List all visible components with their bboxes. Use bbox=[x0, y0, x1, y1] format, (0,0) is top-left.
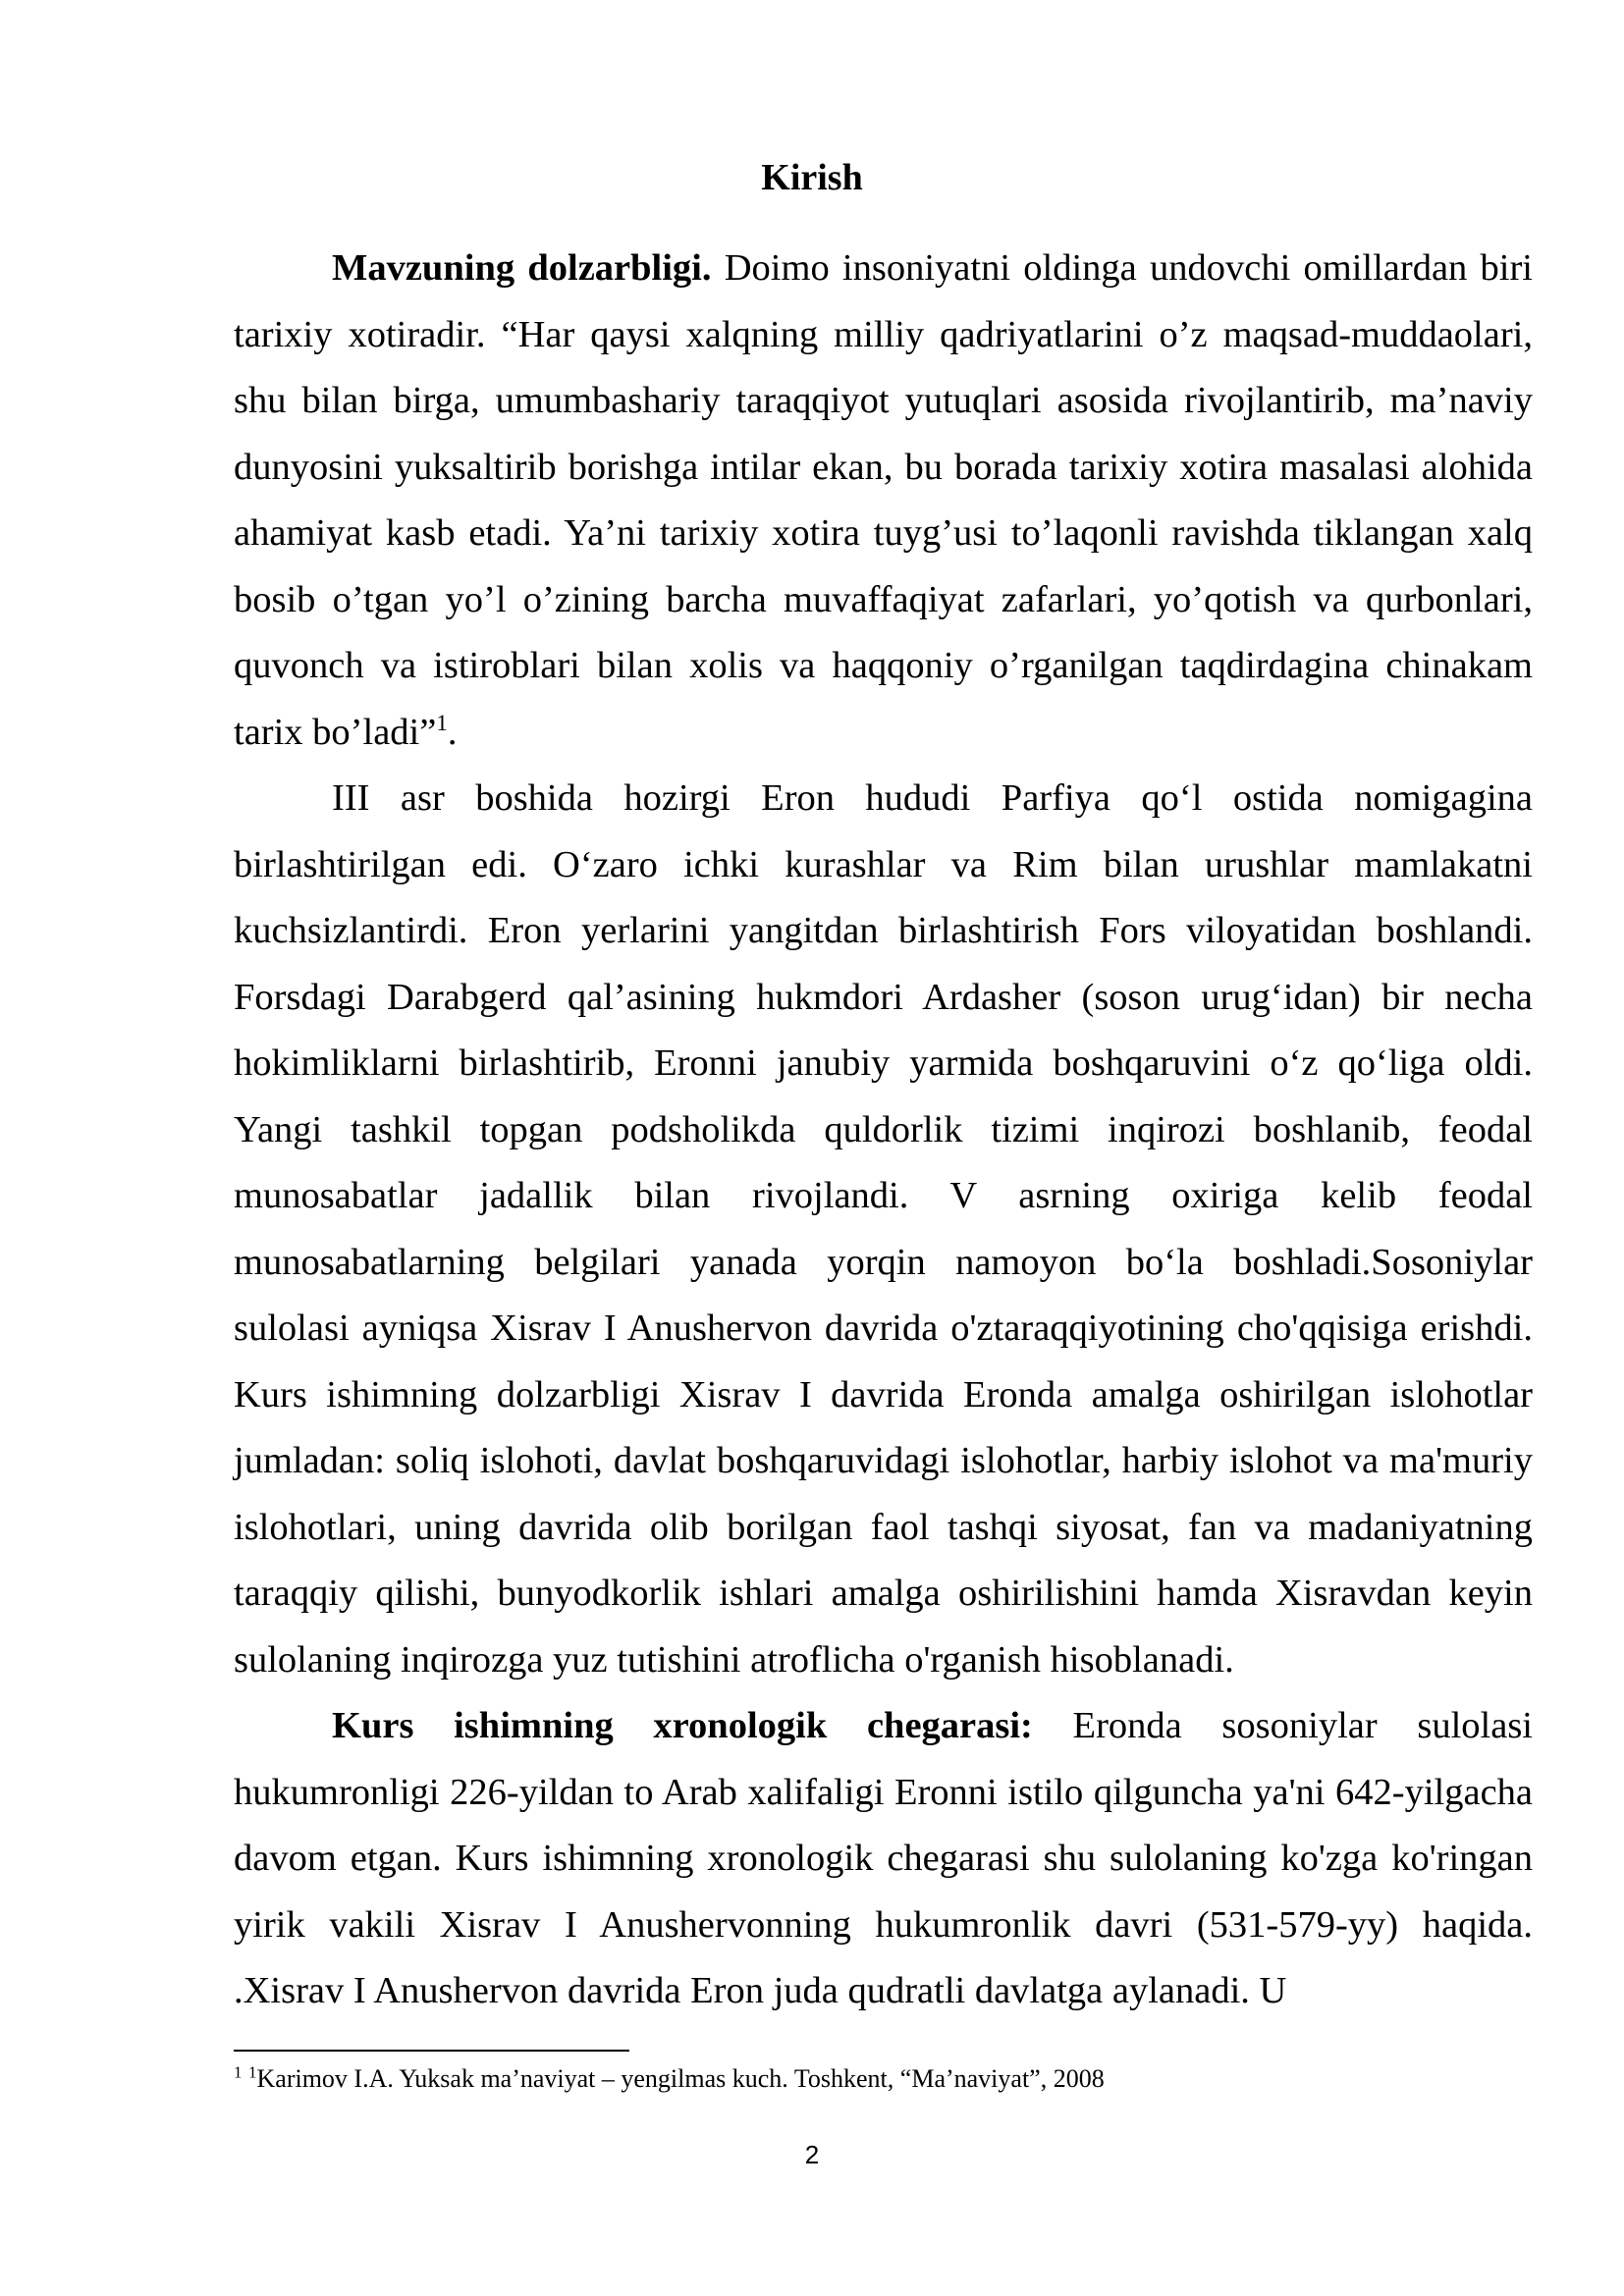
body-text bbox=[234, 236, 1533, 2025]
paragraph-relevance bbox=[234, 236, 1533, 766]
footnote-reference[interactable]: 1 bbox=[436, 710, 448, 735]
footnote-text: Karimov I.A. Yuksak ma’naviyat – yengilmas kuch. Toshkent, “Ma’naviyat”, 2008 bbox=[256, 2064, 1105, 2093]
page-title: Kirish bbox=[761, 157, 863, 198]
paragraph-lead: Kurs ishimning xronologik chegarasi: bbox=[332, 1705, 1033, 1746]
paragraph-text: Eronda sosoniylar sulolasi hukumronligi 226-yildan to Arab xalifaligi Eronni istilo qilguncha ya'ni 642-yilgacha davom etgan. Kurs ishimning xronologik chegarasi shu sulolaning ko'zga ko'ringan yirik vakili Xisrav I Anushervonning hukumronlik davri (531-579-yy) haqida. .Xisrav I Anushervon davrida Eron juda qudratli davlatga aylanadi. U bbox=[234, 1705, 1533, 2011]
paragraph-chronology bbox=[234, 1693, 1533, 2025]
paragraph-text: Doimo insoniyatni oldinga undovchi omillardan biri tarixiy xotiradir. “Har qaysi xalqning milliy qadriyatlarini o’z maqsad-muddaolari, shu bilan birga, umumbashariy taraqqiyot yutuqlari asosida rivojlantirib, ma’naviy dunyosini yuksaltirib borishga intilar ekan, bu borada tarixiy xotira masalasi alohida ahamiyat kasb etadi. Ya’ni tarixiy xotira tuyg’usi to’laqonli ravishda tiklangan xalq bosib o’tgan yo’l o’zining barcha muvaffaqiyat zafarlari, yo’qotish va qurbonlari, quvonch va istiroblari bilan xolis va haqqoniy o’rganilgan taqdirdagina chinakam tarix bo’ladi” bbox=[234, 247, 1533, 753]
footnote-separator bbox=[234, 2050, 629, 2052]
footnote-marker: 1 bbox=[248, 2062, 257, 2082]
paragraph-text: III asr boshida hozirgi Eron hududi Parfiya qo‘l ostida nomigagina birlashtirilgan edi. O‘zaro ichki kurashlar va Rim bilan urushlar mamlakatni kuchsizlantirdi. Eron yerlarini yangitdan birlashtirish Fors viloyatidan boshlandi. Forsdagi Darabgerd qal’asining hukmdori Ardasher (soson urug‘idan) bir necha hokimliklarni birlashtirib, Eronni janubiy yarmida boshqaruvini o‘z qo‘liga oldi. Yangi tashkil topgan podsholikda quldorlik tizimi inqirozi boshlanib, feodal munosabatlar jadallik bilan rivojlandi. V asrning oxiriga kelib feodal munosabatlarning belgilari yanada yorqin namoyon bo‘la boshladi.Sosoniylar sulolasi ayniqsa Xisrav I Anushervon davrida o'ztaraqqiyotining cho'qqisiga erishdi. Kurs ishimning dolzarbligi Xisrav I davrida Eronda amalga oshirilgan islohotlar jumladan: soliq islohoti, davlat boshqaruvidagi islohotlar, harbiy islohot va ma'muriy islohotlari, uning davrida olib borilgan faol tashqi siyosat, fan va madaniyatning taraqqiy qilishi, bunyodkorlik ishlari amalga oshirilishini hamda Xisravdan keyin sulolaning inqirozga yuz tutishini atroflicha o'rganish hisoblanadi. bbox=[234, 777, 1533, 1681]
paragraph-lead: Mavzuning dolzarbligi. bbox=[332, 247, 712, 289]
footnote bbox=[234, 2061, 1533, 2097]
footnote-marker: 1 bbox=[234, 2062, 243, 2082]
paragraph-end: . bbox=[447, 711, 458, 753]
page-number: 2 bbox=[804, 2140, 820, 2169]
paragraph-history bbox=[234, 766, 1533, 1693]
